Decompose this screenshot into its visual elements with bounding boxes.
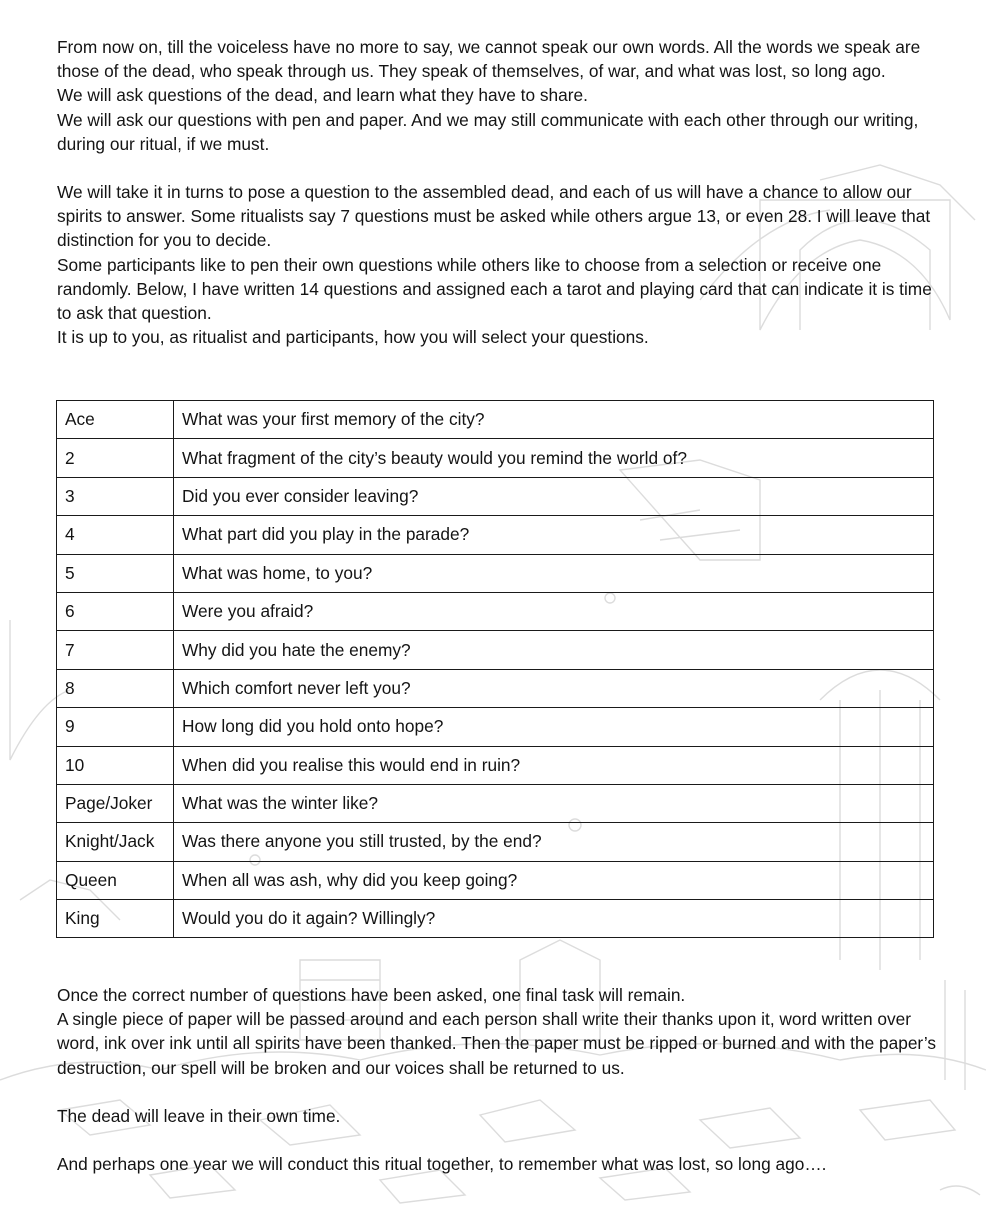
- table-row: [57, 746, 934, 784]
- question-cell: Would you do it again? Willingly?: [174, 900, 934, 938]
- table-row: [57, 784, 934, 822]
- card-cell: 7: [57, 631, 174, 669]
- question-cell: What was the winter like?: [174, 784, 934, 822]
- table-row: [57, 708, 934, 746]
- card-cell: Page/Joker: [57, 784, 174, 822]
- table-row: [57, 631, 934, 669]
- question-cell: Which comfort never left you?: [174, 669, 934, 707]
- paragraph-spacer: [57, 1080, 939, 1104]
- card-cell: 9: [57, 708, 174, 746]
- table-row: [57, 401, 934, 439]
- paragraph-spacer: [57, 1128, 939, 1152]
- question-cell: When did you realise this would end in ruin?: [174, 746, 934, 784]
- table-row: [57, 439, 934, 477]
- closing-paragraph: A single piece of paper will be passed around and each person shall write their thanks upon it, word written over word, ink over ink until all spirits have been thanked. Then the paper must be ripped or burned and with the paper’s destruction, our spell will be broken and our voices shall be returned to us.: [57, 1009, 936, 1078]
- intro-section: [57, 35, 937, 349]
- question-cell: How long did you hold onto hope?: [174, 708, 934, 746]
- table-row: [57, 861, 934, 899]
- intro-paragraph: We will ask our questions with pen and paper. And we may still communicate with each other through our writing, during our ritual, if we must.: [57, 109, 919, 154]
- table-row: [57, 900, 934, 938]
- closing-section: [57, 983, 939, 1176]
- question-cell: Why did you hate the enemy?: [174, 631, 934, 669]
- table-row: [57, 516, 934, 554]
- question-cell: What was your first memory of the city?: [174, 401, 934, 439]
- closing-paragraph: And perhaps one year we will conduct this ritual together, to remember what was lost, so long ago….: [57, 1154, 827, 1175]
- card-cell: 6: [57, 592, 174, 630]
- paragraph-spacer: [57, 156, 937, 180]
- card-cell: Knight/Jack: [57, 823, 174, 861]
- card-cell: Ace: [57, 401, 174, 439]
- intro-paragraph: Some participants like to pen their own questions while others like to choose from a selection or receive one randomly. Below, I have written 14 questions and assigned each a tarot and playing card that can indicate it is time to ask that question.: [57, 254, 932, 324]
- question-cell: Did you ever consider leaving?: [174, 477, 934, 515]
- question-cell: When all was ash, why did you keep going?: [174, 861, 934, 899]
- card-cell: 8: [57, 669, 174, 707]
- card-cell: Queen: [57, 861, 174, 899]
- intro-paragraph: It is up to you, as ritualist and participants, how you will select your questions.: [57, 327, 649, 348]
- table-row: [57, 592, 934, 630]
- table-row: [57, 823, 934, 861]
- question-cell: What fragment of the city’s beauty would you remind the world of?: [174, 439, 934, 477]
- card-cell: 5: [57, 554, 174, 592]
- closing-paragraph: Once the correct number of questions have been asked, one final task will remain.: [57, 985, 686, 1005]
- card-cell: King: [57, 900, 174, 938]
- card-cell: 3: [57, 477, 174, 515]
- table-row: [57, 554, 934, 592]
- intro-paragraph: From now on, till the voiceless have no more to say, we cannot speak our own words. All the words we speak are those of the dead, who speak through us. They speak of themselves, of war, and what was lost, so long ago.: [57, 37, 921, 82]
- closing-paragraph: The dead will leave in their own time.: [57, 1105, 341, 1126]
- question-cell: Were you afraid?: [174, 592, 934, 630]
- card-cell: 2: [57, 439, 174, 477]
- table-row: [57, 477, 934, 515]
- card-cell: 10: [57, 746, 174, 784]
- table-row: [57, 669, 934, 707]
- question-cell: What was home, to you?: [174, 554, 934, 592]
- intro-paragraph: We will ask questions of the dead, and learn what they have to share.: [57, 85, 588, 106]
- intro-paragraph: We will take it in turns to pose a question to the assembled dead, and each of us will have a chance to allow our spirits to answer. Some ritualists say 7 questions must be asked while others argue 13, or even 28. I will leave that distinction for you to decide.: [57, 182, 931, 251]
- card-cell: 4: [57, 516, 174, 554]
- question-cell: What part did you play in the parade?: [174, 516, 934, 554]
- question-table: [56, 400, 934, 938]
- question-cell: Was there anyone you still trusted, by the end?: [174, 823, 934, 861]
